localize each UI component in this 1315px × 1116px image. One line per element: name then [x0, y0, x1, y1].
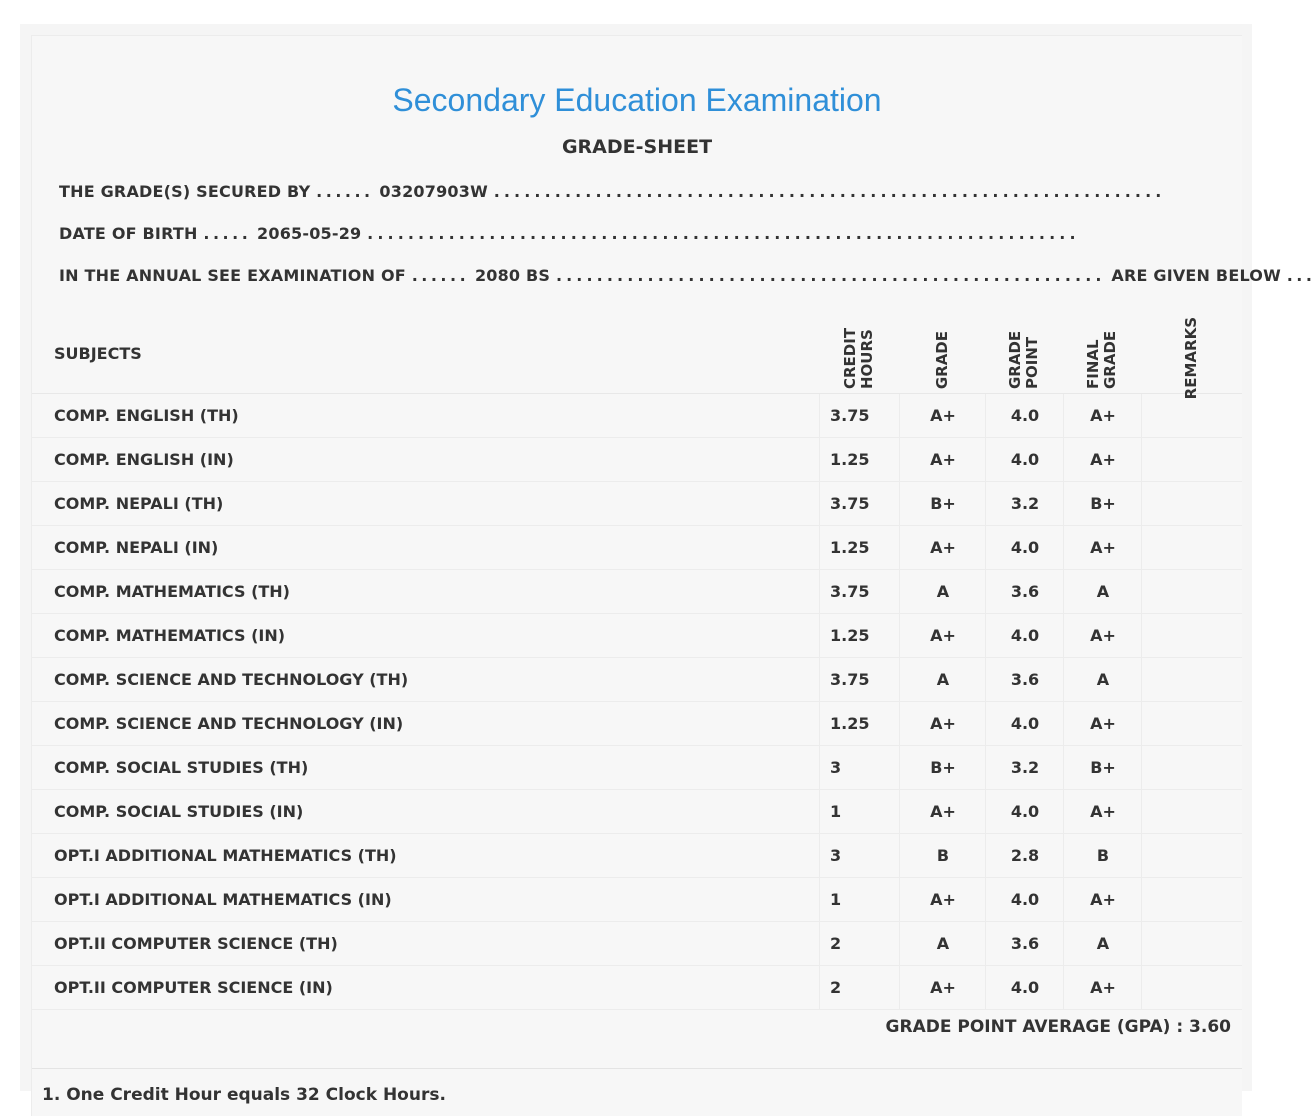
- grade-cell: A: [899, 658, 986, 701]
- dot-leader: .....: [203, 224, 252, 243]
- gpa-label: GRADE POINT AVERAGE (GPA) :: [885, 1017, 1184, 1037]
- final-grade-cell: A+: [1063, 438, 1142, 481]
- grade-point-cell: 4.0: [985, 394, 1064, 437]
- remarks-cell: [1141, 438, 1243, 481]
- credit-hours-cell: 1.25: [819, 614, 899, 657]
- grades-table: [32, 313, 1242, 1010]
- grade-point-cell: 2.8: [985, 834, 1064, 877]
- grade-cell: A+: [899, 438, 986, 481]
- subject-cell: COMP. SOCIAL STUDIES (IN): [54, 802, 304, 821]
- grade-cell: A+: [899, 614, 986, 657]
- final-grade-cell: A+: [1063, 966, 1142, 1009]
- final-grade-cell: A+: [1063, 878, 1142, 921]
- final-grade-cell: B+: [1063, 746, 1142, 789]
- remarks-cell: [1141, 482, 1243, 525]
- final-grade-cell: A+: [1063, 526, 1142, 569]
- credit-hours-cell: 1.25: [819, 702, 899, 745]
- grade-cell: A+: [899, 790, 986, 833]
- table-row: [32, 570, 1242, 614]
- header-remarks: REMARKS: [1182, 316, 1200, 399]
- final-grade-cell: B: [1063, 834, 1142, 877]
- table-header: [32, 313, 1242, 399]
- grade-point-cell: 4.0: [985, 790, 1064, 833]
- final-grade-cell: A+: [1063, 702, 1142, 745]
- final-grade-cell: A+: [1063, 790, 1142, 833]
- grade-sheet: [31, 35, 1315, 1116]
- remarks-cell: [1141, 922, 1243, 965]
- remarks-cell: [1141, 746, 1243, 789]
- credit-hours-cell: 1: [819, 790, 899, 833]
- final-grade-cell: A: [1063, 570, 1142, 613]
- grade-cell: A+: [899, 966, 986, 1009]
- table-row: [32, 878, 1242, 922]
- exam-year: 2080 BS: [474, 266, 551, 285]
- credit-hours-cell: 3: [819, 746, 899, 789]
- grade-point-cell: 4.0: [985, 614, 1064, 657]
- dob-label: DATE OF BIRTH: [59, 224, 198, 243]
- grade-cell: A+: [899, 526, 986, 569]
- grade-cell: B: [899, 834, 986, 877]
- page-background: [20, 24, 1315, 1105]
- dot-leader: ...: [1286, 266, 1315, 285]
- grade-cell: A: [899, 570, 986, 613]
- table-body: [32, 394, 1242, 1010]
- grade-point-cell: 4.0: [985, 526, 1064, 569]
- table-row: [32, 834, 1242, 878]
- remarks-cell: [1141, 966, 1243, 1009]
- dob-value: 2065-05-29: [257, 224, 362, 243]
- credit-hours-cell: 3.75: [819, 658, 899, 701]
- subject-cell: COMP. SCIENCE AND TECHNOLOGY (IN): [54, 714, 404, 733]
- grade-point-cell: 4.0: [985, 702, 1064, 745]
- table-row: [32, 438, 1242, 482]
- subject-cell: OPT.II COMPUTER SCIENCE (IN): [54, 978, 333, 997]
- dot-leader: ......................................................................: [367, 224, 1080, 243]
- subject-cell: COMP. MATHEMATICS (IN): [54, 626, 286, 645]
- final-grade-cell: A: [1063, 922, 1142, 965]
- exam-title: Secondary Education Examination: [392, 82, 882, 118]
- table-row: [32, 702, 1242, 746]
- gpa-value: 3.60: [1189, 1017, 1231, 1037]
- subject-cell: COMP. SOCIAL STUDIES (TH): [54, 758, 309, 777]
- subject-cell: COMP. NEPALI (TH): [54, 494, 224, 513]
- date-of-birth-line: [59, 224, 1179, 243]
- dot-leader: ......: [411, 266, 470, 285]
- credit-hours-cell: 1.25: [819, 526, 899, 569]
- grade-cell: A+: [899, 702, 986, 745]
- credit-hours-cell: 3.75: [819, 482, 899, 525]
- header-credit-hours: CREDIT HOURS: [841, 327, 876, 389]
- final-grade-cell: B+: [1063, 482, 1142, 525]
- header-subjects: SUBJECTS: [54, 343, 142, 363]
- remarks-cell: [1141, 834, 1243, 877]
- table-row: [32, 482, 1242, 526]
- credit-hours-cell: 2: [819, 922, 899, 965]
- gpa-summary: [886, 1017, 1231, 1037]
- table-row: [32, 658, 1242, 702]
- secured-by-line: [59, 182, 1179, 201]
- remarks-cell: [1141, 790, 1243, 833]
- exam-line: [59, 266, 1315, 285]
- grade-point-cell: 3.6: [985, 658, 1064, 701]
- final-grade-cell: A+: [1063, 614, 1142, 657]
- grade-cell: A: [899, 922, 986, 965]
- subject-cell: COMP. ENGLISH (TH): [54, 406, 239, 425]
- final-grade-cell: A+: [1063, 394, 1142, 437]
- subject-cell: COMP. NEPALI (IN): [54, 538, 219, 557]
- exam-label: IN THE ANNUAL SEE EXAMINATION OF: [59, 266, 406, 285]
- dot-leader: ..................................................................: [493, 182, 1166, 201]
- header-grade-point: GRADE POINT: [1006, 330, 1041, 389]
- remarks-cell: [1141, 526, 1243, 569]
- remarks-cell: [1141, 878, 1243, 921]
- grade-sheet-heading: GRADE-SHEET: [561, 136, 713, 158]
- grade-cell: B+: [899, 482, 986, 525]
- remarks-cell: [1141, 394, 1243, 437]
- dot-leader: ......: [316, 182, 374, 201]
- credit-hours-cell: 3.75: [819, 570, 899, 613]
- exam-suffix: ARE GIVEN BELOW: [1111, 266, 1281, 285]
- grade-point-cell: 4.0: [985, 438, 1064, 481]
- dot-leader: ......................................................: [555, 266, 1106, 285]
- grade-cell: B+: [899, 746, 986, 789]
- subject-cell: OPT.I ADDITIONAL MATHEMATICS (TH): [54, 846, 397, 865]
- grade-point-cell: 3.6: [985, 922, 1064, 965]
- table-row: [32, 966, 1242, 1010]
- table-row: [32, 790, 1242, 834]
- table-row: [32, 746, 1242, 790]
- grade-cell: A+: [899, 394, 986, 437]
- subject-cell: COMP. SCIENCE AND TECHNOLOGY (TH): [54, 670, 409, 689]
- grade-cell: A+: [899, 878, 986, 921]
- credit-hours-cell: 2: [819, 966, 899, 1009]
- credit-hours-cell: 1: [819, 878, 899, 921]
- grade-point-cell: 4.0: [985, 966, 1064, 1009]
- grade-point-cell: 4.0: [985, 878, 1064, 921]
- table-row: [32, 614, 1242, 658]
- grade-point-cell: 3.6: [985, 570, 1064, 613]
- remarks-cell: [1141, 658, 1243, 701]
- credit-hours-cell: 3: [819, 834, 899, 877]
- header-grade: GRADE: [932, 330, 951, 389]
- table-row: [32, 394, 1242, 438]
- subject-cell: COMP. ENGLISH (IN): [54, 450, 234, 469]
- grade-point-cell: 3.2: [985, 746, 1064, 789]
- credit-hours-cell: 1.25: [819, 438, 899, 481]
- credit-hours-cell: 3.75: [819, 394, 899, 437]
- symbol-number: 03207903W: [379, 182, 488, 201]
- secured-by-label: THE GRADE(S) SECURED BY: [59, 182, 311, 201]
- table-row: [32, 526, 1242, 570]
- table-row: [32, 922, 1242, 966]
- remarks-cell: [1141, 702, 1243, 745]
- footnote: 1. One Credit Hour equals 32 Clock Hours.: [42, 1085, 446, 1105]
- final-grade-cell: A: [1063, 658, 1142, 701]
- divider: [32, 1068, 1242, 1069]
- remarks-cell: [1141, 614, 1243, 657]
- grade-point-cell: 3.2: [985, 482, 1064, 525]
- header-final-grade: FINAL GRADE: [1084, 330, 1119, 389]
- remarks-cell: [1141, 570, 1243, 613]
- subject-cell: COMP. MATHEMATICS (TH): [54, 582, 290, 601]
- subject-cell: OPT.I ADDITIONAL MATHEMATICS (IN): [54, 890, 392, 909]
- subject-cell: OPT.II COMPUTER SCIENCE (TH): [54, 934, 338, 953]
